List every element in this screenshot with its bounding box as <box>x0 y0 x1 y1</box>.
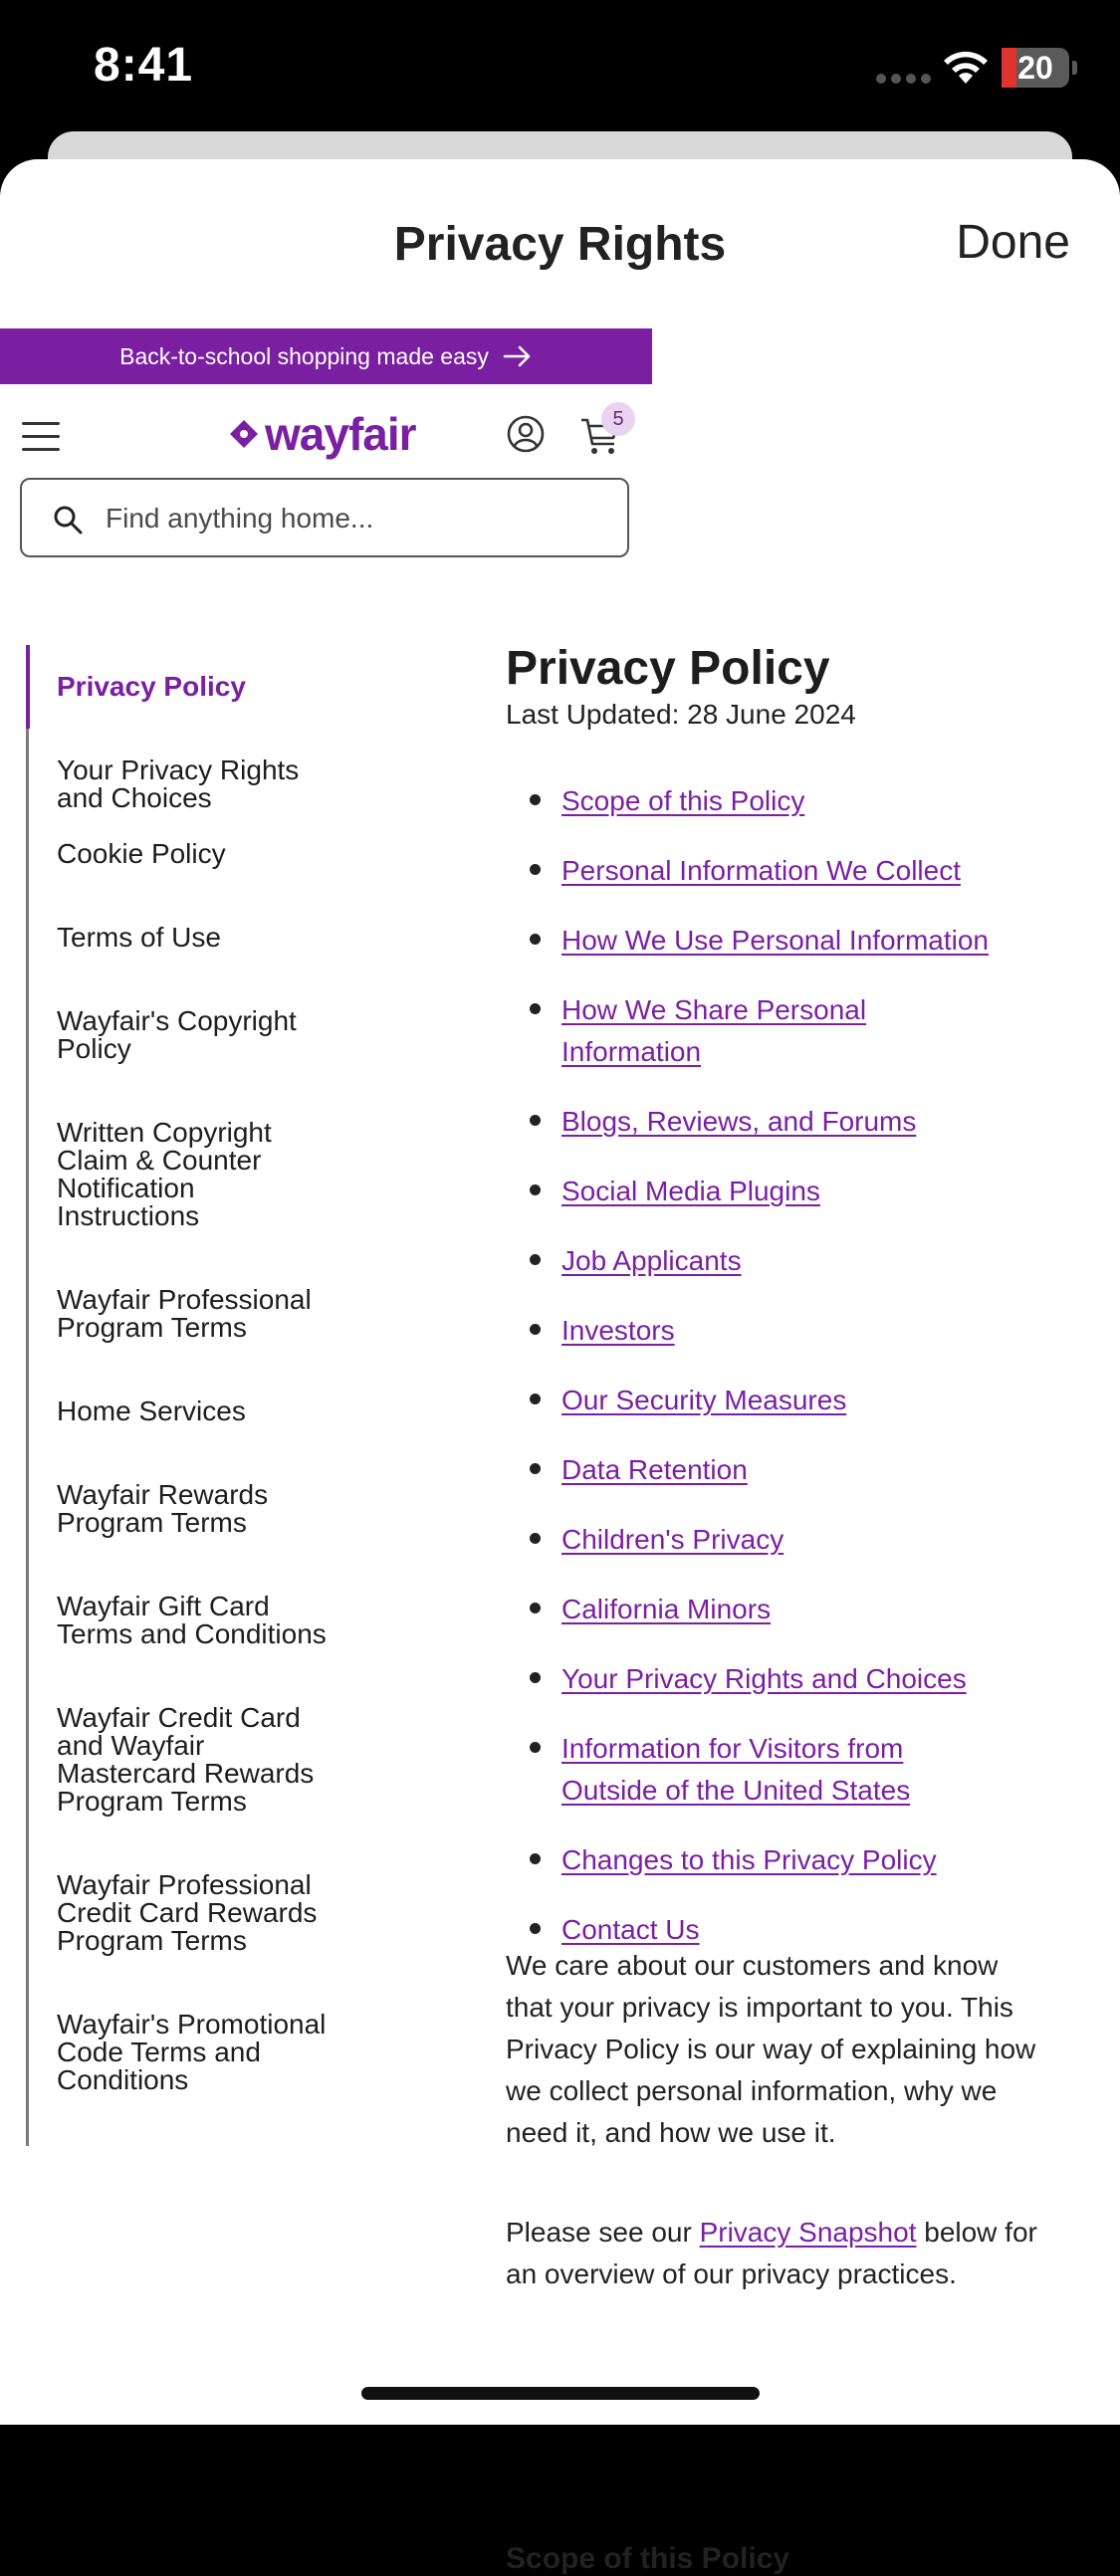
search-box[interactable] <box>20 478 629 557</box>
bullet-icon <box>530 1742 541 1753</box>
toc-link[interactable]: Information for Visitors from Outside of the United States <box>561 1733 911 1806</box>
status-time: 8:41 <box>94 39 194 92</box>
sidebar-item-privacy-policy[interactable]: Privacy Policy <box>57 671 246 702</box>
home-indicator[interactable] <box>361 2387 760 2400</box>
policy-sidebar-nav <box>26 645 357 2146</box>
bullet-icon <box>530 1184 541 1195</box>
active-indicator <box>26 645 30 729</box>
bullet-icon <box>530 794 541 805</box>
menu-icon[interactable] <box>22 422 62 452</box>
sidebar-item-cookie-policy[interactable]: Cookie Policy <box>57 838 226 869</box>
privacy-sheet <box>0 159 1120 2575</box>
toc-link[interactable]: Scope of this Policy <box>561 785 805 816</box>
bullet-icon <box>530 1603 541 1613</box>
privacy-snapshot-link[interactable]: Privacy Snapshot <box>699 2217 917 2248</box>
toc-link[interactable]: Our Security Measures <box>561 1385 847 1415</box>
snapshot-paragraph <box>506 2212 1043 2295</box>
toc-link[interactable]: Investors <box>561 1315 675 1346</box>
sidebar-item-copyright-policy[interactable]: Wayfair's Copyright Policy <box>57 1005 297 1064</box>
search-input[interactable] <box>104 480 605 557</box>
toc-link[interactable]: Contact Us <box>561 1914 700 1945</box>
battery-icon <box>1002 48 1077 90</box>
toc-link[interactable]: Social Media Plugins <box>561 1176 820 1206</box>
toc-link[interactable]: Blogs, Reviews, and Forums <box>561 1106 917 1137</box>
snapshot-text-after: below for an overview of our privacy practices. <box>506 2217 1037 2289</box>
intro-paragraph: We care about our customers and know that your privacy is important to you. This Privacy Policy is our way of explaining how we collect personal information, why we need it, and how we use it. <box>506 1950 1036 2148</box>
toc-link[interactable]: How We Share Personal Information <box>561 994 867 1067</box>
status-bar <box>0 0 1120 139</box>
logo-text: wayfair <box>265 408 416 460</box>
bullet-icon <box>530 1463 541 1474</box>
bullet-icon <box>530 1324 541 1335</box>
sidebar-item-rewards-program[interactable]: Wayfair Rewards Program Terms <box>57 1479 269 1538</box>
promo-text: Back-to-school shopping made easy <box>119 342 489 369</box>
wayfair-pinwheel-icon <box>227 417 261 451</box>
arrow-right-icon <box>503 344 533 368</box>
bullet-icon <box>530 864 541 875</box>
promo-banner[interactable] <box>0 328 652 384</box>
sidebar-item-privacy-rights[interactable]: Your Privacy Rights and Choices <box>57 754 300 813</box>
bullet-icon <box>530 1394 541 1404</box>
bullet-icon <box>530 1672 541 1683</box>
bullet-icon <box>530 1533 541 1544</box>
bullet-icon <box>530 934 541 945</box>
sheet-title: Privacy Rights <box>393 218 727 271</box>
done-button[interactable]: Done <box>956 216 1070 269</box>
cellular-signal-icon <box>876 70 932 84</box>
toc-link[interactable]: Personal Information We Collect <box>561 855 961 886</box>
battery-level: 20 <box>1017 50 1053 86</box>
bullet-icon <box>530 1254 541 1265</box>
bullet-icon <box>530 1853 541 1864</box>
sidebar-item-professional-credit-card[interactable]: Wayfair Professional Credit Card Rewards Program Terms <box>57 1869 318 1956</box>
toc-link[interactable]: Changes to this Privacy Policy <box>561 1844 937 1875</box>
sidebar-item-gift-card[interactable]: Wayfair Gift Card Terms and Conditions <box>57 1591 327 1649</box>
bullet-icon <box>530 1923 541 1934</box>
wayfair-logo[interactable] <box>227 404 416 464</box>
sidebar-item-promotional-code[interactable]: Wayfair's Promotional Code Terms and Conditions <box>57 2009 327 2095</box>
sidebar-item-home-services[interactable]: Home Services <box>57 1395 246 1426</box>
toc-link[interactable]: Children's Privacy <box>561 1524 784 1555</box>
cart-count-badge: 5 <box>601 402 635 436</box>
section-heading: Scope of this Policy <box>506 2542 790 2575</box>
toc-link[interactable]: Job Applicants <box>561 1245 742 1276</box>
last-updated: Last Updated: 28 June 2024 <box>506 699 856 730</box>
snapshot-text-before: Please see our <box>506 2217 700 2248</box>
sidebar-item-copyright-claim[interactable]: Written Copyright Claim & Counter Notification Instructions <box>57 1117 272 1231</box>
bullet-icon <box>530 1003 541 1014</box>
page-title: Privacy Policy <box>506 642 830 695</box>
toc-link[interactable]: How We Use Personal Information <box>561 925 989 956</box>
toc-link[interactable]: California Minors <box>561 1594 772 1624</box>
sidebar-item-credit-card[interactable]: Wayfair Credit Card and Wayfair Mastercard Rewards Program Terms <box>57 1702 315 1817</box>
bullet-icon <box>530 1115 541 1126</box>
search-icon <box>52 504 84 536</box>
sidebar-item-terms-of-use[interactable]: Terms of Use <box>57 922 221 953</box>
toc-link[interactable]: Your Privacy Rights and Choices <box>561 1663 967 1694</box>
site-header <box>0 384 652 488</box>
toc-link[interactable]: Data Retention <box>561 1454 748 1485</box>
sidebar-item-professional-program[interactable]: Wayfair Professional Program Terms <box>57 1284 312 1343</box>
account-icon[interactable] <box>506 414 546 454</box>
wifi-icon <box>940 48 992 88</box>
